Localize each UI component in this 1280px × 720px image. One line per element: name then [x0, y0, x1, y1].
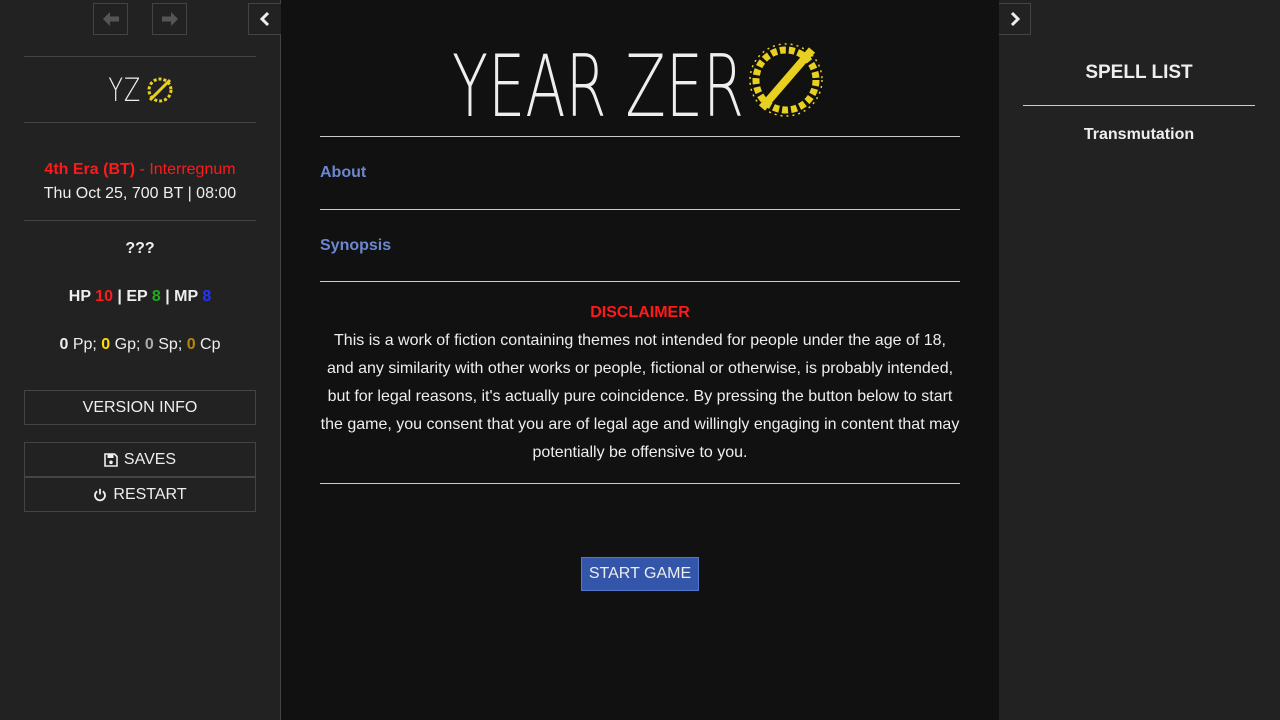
sidebar-divider [24, 56, 256, 57]
chevron-right-icon [1009, 11, 1021, 27]
disclaimer-title: DISCLAIMER [590, 304, 690, 321]
version-info-label: VERSION INFO [82, 398, 198, 416]
ep-value: 8 [151, 288, 161, 305]
sidebar-divider [24, 122, 256, 123]
pp-label: Pp; [68, 336, 102, 353]
saves-label: SAVES [123, 450, 177, 468]
sidebar-logo [24, 70, 256, 110]
start-game-button[interactable]: START GAME [581, 557, 699, 591]
arrow-right-icon [161, 11, 179, 27]
mp-label: MP [174, 288, 198, 305]
spell-list-divider [1023, 105, 1255, 106]
era-line [24, 158, 256, 182]
restart-label: RESTART [113, 485, 187, 503]
sp-label: Sp; [153, 336, 187, 353]
synopsis-link[interactable]: Synopsis [320, 237, 392, 254]
section-divider [320, 136, 960, 137]
game-date: Thu Oct 25, 700 BT | 08:00 [43, 185, 237, 202]
section-divider [320, 483, 960, 484]
sidebar-divider [24, 220, 256, 221]
stat-separator: | [160, 288, 175, 305]
about-link[interactable]: About [320, 164, 367, 181]
banner-text: YEAR ZER [452, 37, 744, 137]
spell-list-title: SPELL LIST [1085, 62, 1193, 83]
spell-item-transmutation[interactable]: Transmutation [1083, 126, 1195, 143]
disclaimer-text: This is a work of fiction containing themes not intended for people under the age of 18, and any similarity with other works or people, fictional or otherwise, is probably intended, but for legal reasons, it's actually pure coincidence. By pressing the button below to start the game, you consent that you are of legal age and willingly engaging in content that may potentially be offensive to you. [320, 332, 960, 461]
power-icon [93, 488, 107, 502]
passage [320, 0, 960, 720]
section-divider [320, 209, 960, 210]
section-divider [320, 281, 960, 282]
stat-separator: | [112, 288, 127, 305]
hp-label: HP [68, 288, 91, 305]
floppy-disk-icon [104, 453, 118, 467]
cp-value: 0 [186, 336, 196, 353]
gp-label: Gp; [110, 336, 145, 353]
ep-label: EP [126, 288, 148, 305]
logo-text: YZ [108, 71, 142, 109]
gp-value: 0 [101, 336, 111, 353]
left-sidebar-toggle-button[interactable] [248, 3, 281, 35]
era-name: 4th Era (BT) [44, 161, 136, 178]
history-forward-button[interactable] [152, 3, 187, 35]
restart-button[interactable] [24, 477, 256, 512]
right-sidebar-toggle-button[interactable] [999, 3, 1031, 35]
date-block [24, 158, 256, 206]
money-line [24, 336, 256, 354]
left-sidebar [0, 0, 281, 720]
sp-value: 0 [144, 336, 154, 353]
mp-value: 8 [202, 288, 212, 305]
hp-value: 10 [95, 288, 113, 305]
zero-emblem-icon [750, 44, 822, 116]
arrow-left-icon [102, 11, 120, 27]
zero-logo-icon [143, 73, 177, 107]
history-back-button[interactable] [93, 3, 128, 35]
year-zero-banner [450, 37, 830, 137]
stats-line [24, 288, 256, 306]
player-name: ??? [125, 240, 155, 257]
version-info-button[interactable] [24, 390, 256, 425]
pp-value: 0 [59, 336, 69, 353]
era-suffix: - Interregnum [135, 161, 236, 178]
cp-label: Cp [195, 336, 221, 353]
chevron-left-icon [259, 11, 271, 27]
right-sidebar [999, 0, 1280, 720]
saves-button[interactable] [24, 442, 256, 477]
